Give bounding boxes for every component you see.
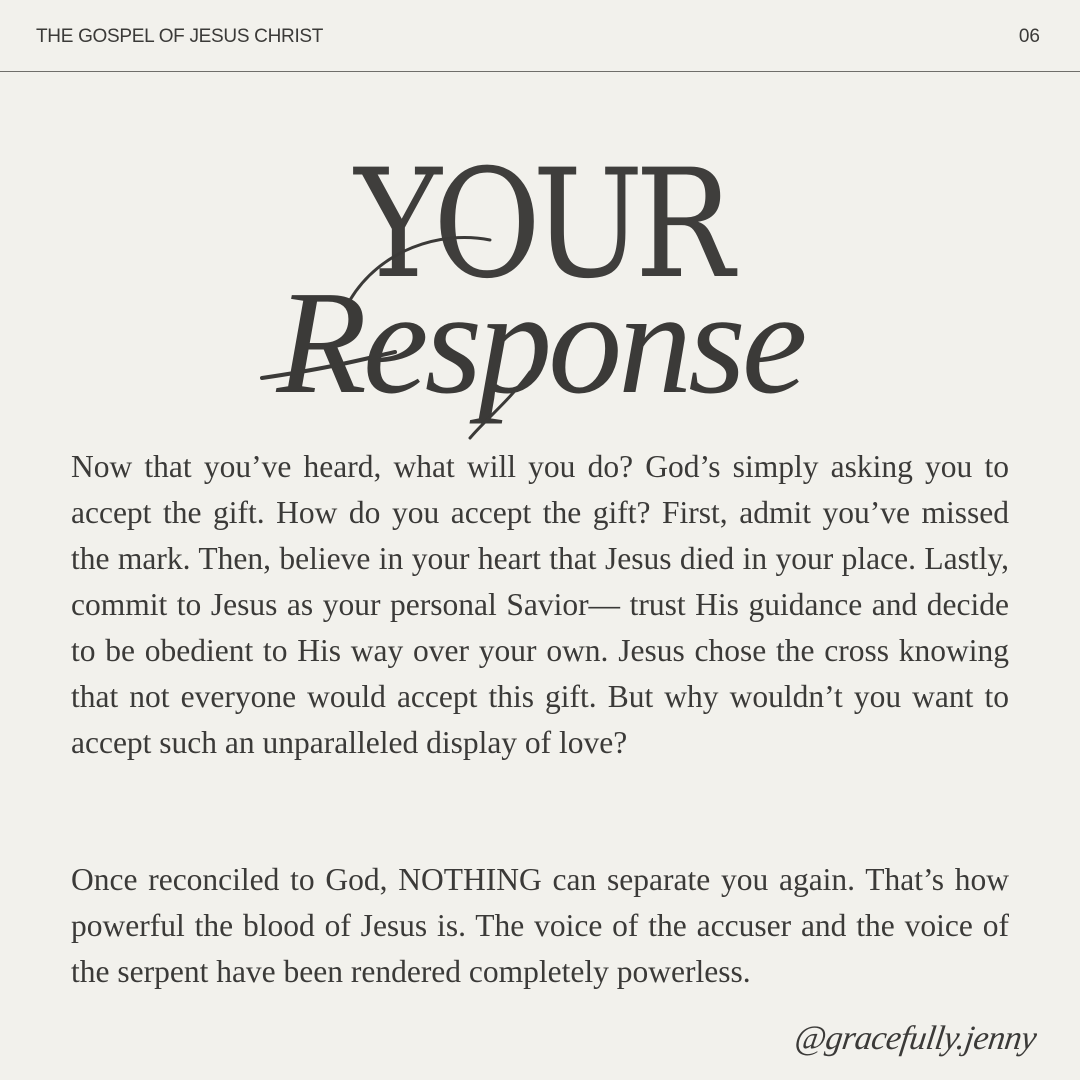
body-paragraph-1: Now that you’ve heard, what will you do? God’s simply asking you to accept the gift. How do you accept the gift? First, admit you’ve missed the mark. Then, believe in your heart that Jesus died in your place. Lastly, commit to Jesus as your personal Savior— trust His guidance and decide to be obedient to His way over your own. Jesus chose the cross knowing that not everyone would accept this gift. But why wouldn’t you want to accept such an unparalleled display of love? (71, 449, 1009, 760)
page-header (0, 0, 1080, 72)
title-your: YOUR (354, 138, 726, 312)
title-response: Response (276, 261, 804, 425)
series-title: THE GOSPEL OF JESUS CHRIST (36, 26, 324, 47)
page-number: 06 (1018, 26, 1040, 47)
body-paragraph-2: Once reconciled to God, NOTHING can separate you again. That’s how powerful the blood of Jesus is. The voice of the accuser and the voice of the serpent have been rendered completely powerless. (71, 862, 1009, 989)
signature-handle: @gracefully.jenny (792, 1020, 1039, 1057)
